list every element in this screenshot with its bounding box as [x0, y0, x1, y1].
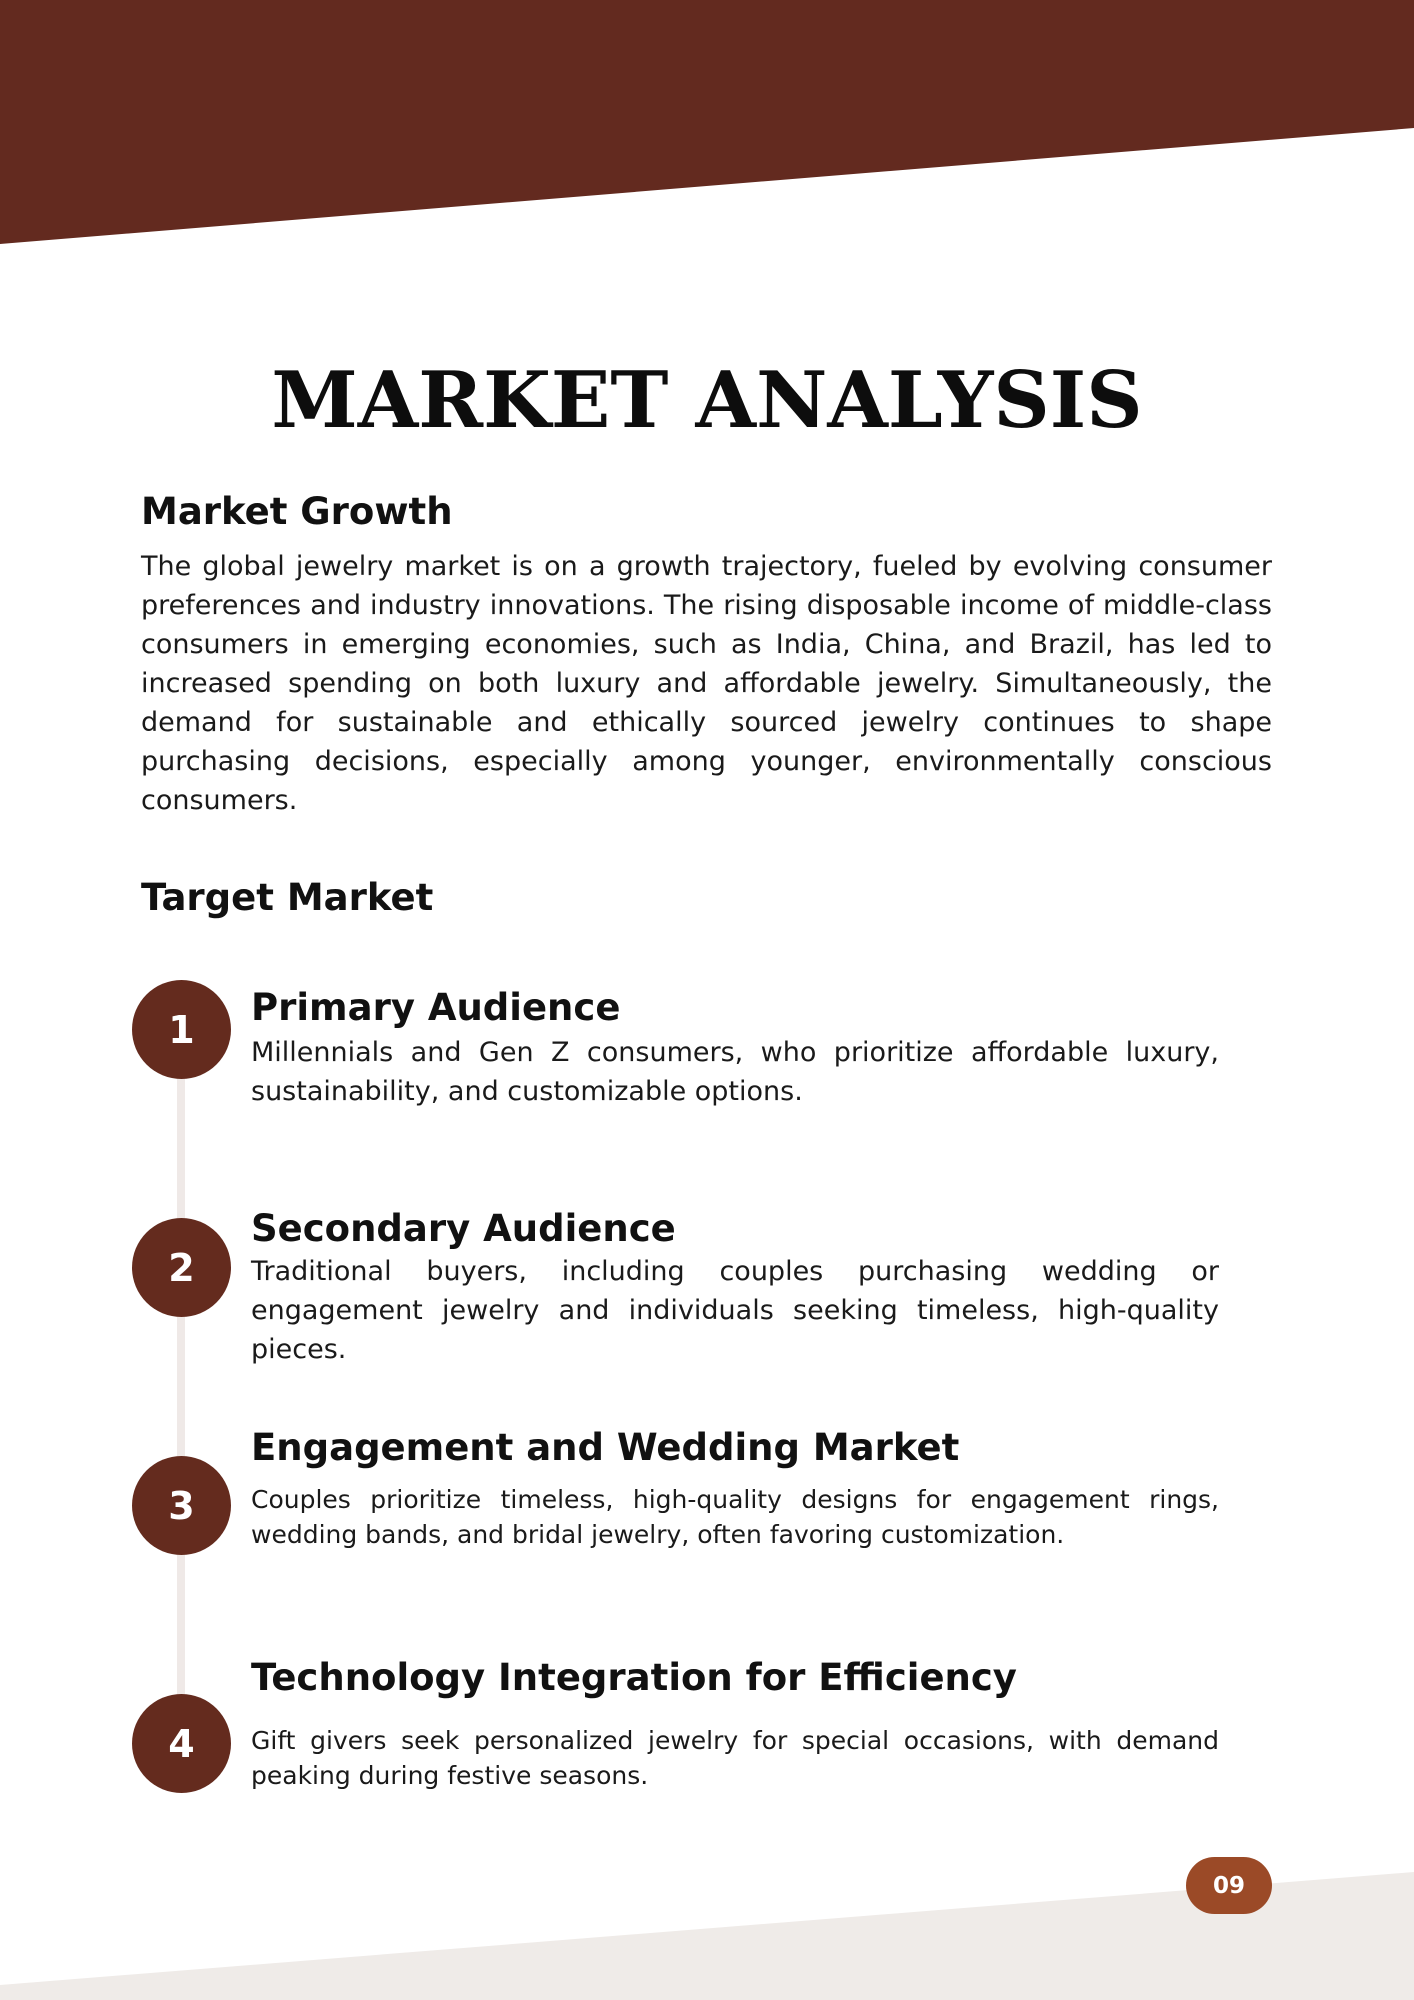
- primary-audience-title: Primary Audience: [251, 986, 621, 1029]
- step-number-badge: 4: [132, 1694, 231, 1793]
- secondary-audience-title: Secondary Audience: [251, 1207, 676, 1250]
- engagement-wedding-title: Engagement and Wedding Market: [251, 1426, 960, 1469]
- step-number-badge: 3: [132, 1456, 231, 1555]
- header-band: [0, 0, 1414, 250]
- secondary-audience-description: Traditional buyers, including couples purchasing wedding or engagement jewelry and individuals seeking timeless, high-quality pieces.: [251, 1256, 1219, 1365]
- engagement-wedding-description: Couples prioritize timeless, high-quality designs for engagement rings, wedding bands, and bridal jewelry, often favoring customization.: [251, 1485, 1219, 1549]
- technology-integration-description: Gift givers seek personalized jewelry for special occasions, with demand peaking during festive seasons.: [251, 1726, 1219, 1790]
- step-number-badge: 2: [132, 1218, 231, 1317]
- timeline-line: [177, 1030, 185, 1750]
- technology-integration-title: Technology Integration for Efficiency: [251, 1656, 1017, 1699]
- market-growth-heading: Market Growth: [141, 490, 453, 533]
- primary-audience-description: Millennials and Gen Z consumers, who prioritize affordable luxury, sustainability, and customizable options.: [251, 1037, 1219, 1107]
- page-number-badge: 09: [1186, 1857, 1272, 1914]
- target-market-heading: Target Market: [141, 876, 434, 919]
- step-number-badge: 1: [132, 980, 231, 1079]
- page-title: MARKET ANALYSIS: [271, 355, 1143, 447]
- market-growth-body: The global jewelry market is on a growth trajectory, fueled by evolving consumer preferences and industry innovations. The rising disposable income of middle-class consumers in emerging economies, such as India, China, and Brazil, has led to increased spending on both luxury and affordable jewelry. Simultaneously, the demand for sustainable and ethically sourced jewelry continues to shape purchasing decisions, especially among younger, environmentally conscious consumers.: [141, 551, 1272, 816]
